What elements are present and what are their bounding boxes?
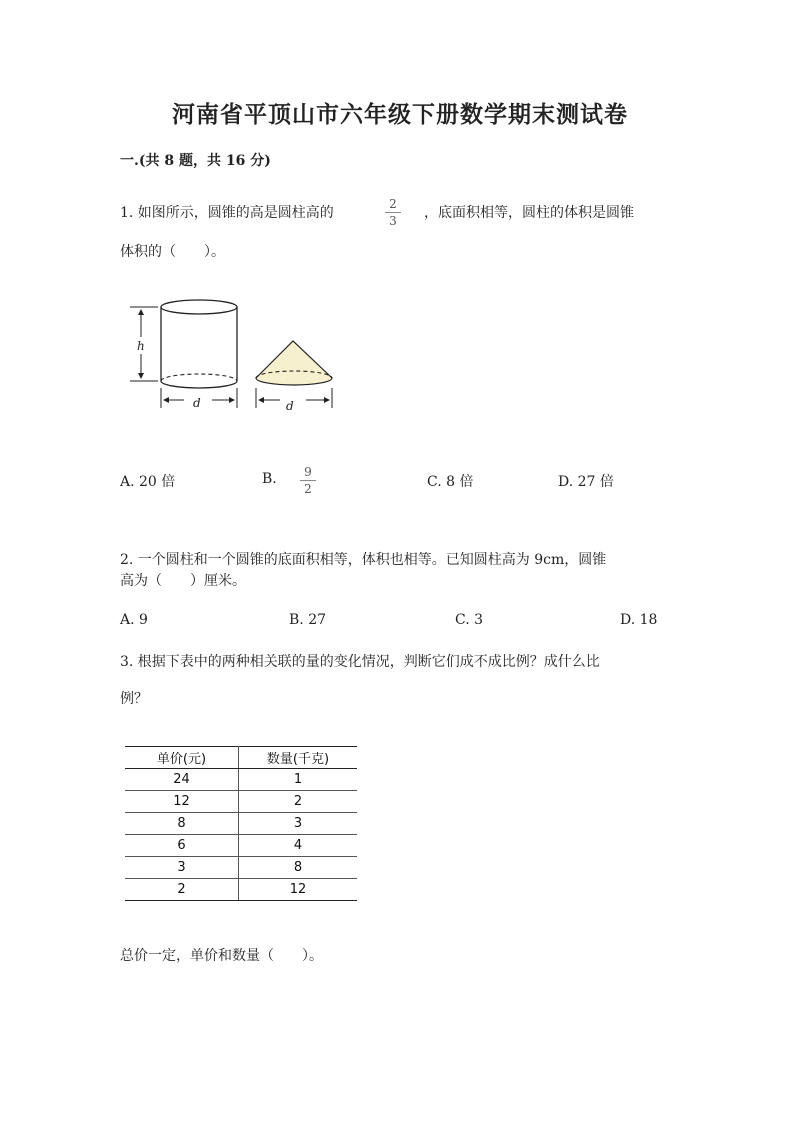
section-heading: 一.(共 8 题，共 16 分) [120,153,271,169]
cell-unit-price: 24 [125,769,239,791]
cone-diameter-label: d [286,399,294,412]
header-unit-price: 单价(元) [125,747,239,769]
q1-option-b[interactable]: B. [262,471,277,487]
cell-unit-price: 3 [125,857,239,879]
cylinder-diameter-label: d [193,396,201,410]
table-row [125,857,357,879]
q2-text-line1: 2. 一个圆柱和一个圆锥的底面积相等，体积也相等。已知圆柱高为 9cm，圆锥 [120,552,607,568]
q1-text-c: 体积的（ ）。 [120,244,225,260]
cell-quantity: 8 [239,857,358,879]
table-row [125,791,357,813]
cell-unit-price: 12 [125,791,239,813]
cell-quantity: 1 [239,769,358,791]
cell-quantity: 12 [239,879,358,901]
q1-option-d[interactable]: D. 27 倍 [558,474,614,490]
cone-diameter-arrow [256,388,332,408]
q1-option-b-fraction [300,465,316,496]
q1-text-b: ，底面积相等，圆柱的体积是圆锥 [424,205,634,221]
cell-unit-price: 8 [125,813,239,835]
q2-option-d[interactable]: D. 18 [620,612,658,628]
cell-unit-price: 2 [125,879,239,901]
q1-option-a[interactable]: A. 20 倍 [120,474,176,490]
q1-option-b-denominator: 2 [304,482,312,496]
q1-option-c[interactable]: C. 8 倍 [427,474,474,490]
table-header-row [125,747,357,769]
cylinder-cone-figure [122,292,342,412]
table-row [125,879,357,901]
cell-quantity: 3 [239,813,358,835]
q1-fraction-numerator: 2 [389,197,397,211]
q2-option-a[interactable]: A. 9 [120,612,148,628]
q3-text-line1: 3. 根据下表中的两种相关联的量的变化情况，判断它们成不成比例？成什么比 [120,654,600,670]
price-quantity-table [125,746,357,901]
table-row [125,835,357,857]
fraction-bar [300,480,316,481]
q3-text-line2: 例？ [120,691,148,707]
q1-fraction-denominator: 3 [389,214,397,228]
cell-quantity: 4 [239,835,358,857]
q3-after-text: 总价一定，单价和数量（ ）。 [120,948,323,964]
cell-quantity: 2 [239,791,358,813]
table-row [125,769,357,791]
q2-text-line2: 高为（ ）厘米。 [120,573,246,589]
fraction-bar [385,212,401,213]
q1-option-b-numerator: 9 [304,465,312,479]
height-label: h [137,339,145,353]
cell-unit-price: 6 [125,835,239,857]
cone-shape [256,341,332,385]
table-row [125,813,357,835]
page-title: 河南省平顶山市六年级下册数学期末测试卷 [172,101,628,128]
q1-fraction [385,197,401,228]
q2-option-c[interactable]: C. 3 [455,612,484,628]
cylinder-shape [161,300,237,388]
header-quantity: 数量(千克) [239,747,358,769]
q2-option-b[interactable]: B. 27 [289,612,327,628]
q1-text-a: 1. 如图所示，圆锥的高是圆柱高的 [120,205,334,221]
